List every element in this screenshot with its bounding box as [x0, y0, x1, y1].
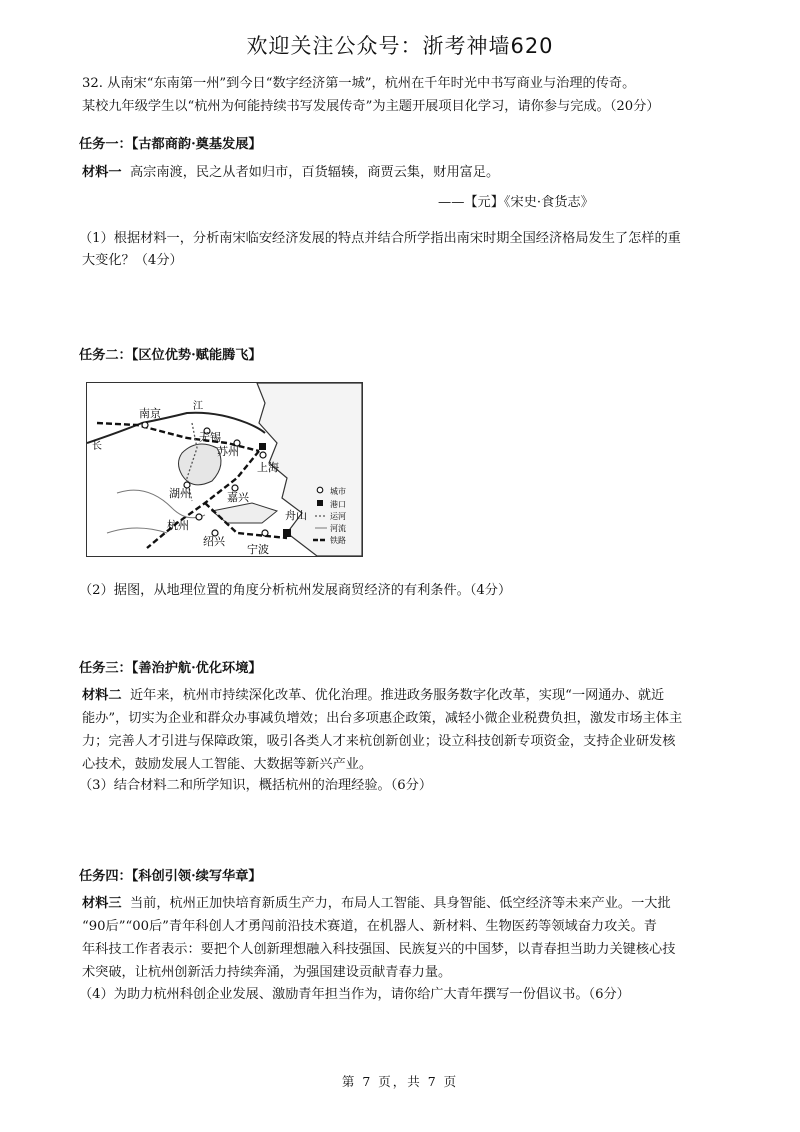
yangtze-river [87, 413, 265, 443]
task3-material-line-1 [82, 685, 722, 707]
task3-title: 任务三：【善治护航·优化环境】 [79, 661, 262, 676]
task4-title: 任务四：【科创引领·续写华章】 [79, 869, 262, 884]
city-marker-nanjing [142, 422, 148, 428]
legend-river-label: 河流 [330, 524, 346, 533]
map-label-wuxi: 无锡 [199, 431, 221, 444]
legend-railway-label: 铁路 [330, 536, 346, 545]
task1-source: ——【元】《宋史·食货志》 [438, 195, 594, 210]
task2-question: （2）据图，从地理位置的角度分析杭州发展商贸经济的有利条件。（4分） [79, 583, 512, 598]
legend-canal-label: 运河 [330, 512, 346, 521]
city-marker-hangzhou [196, 514, 202, 520]
task4-material-line-1 [82, 893, 722, 915]
task2-title: 任务二：【区位优势·赋能腾飞】 [79, 348, 262, 363]
map-label-huzhou: 湖州 [169, 487, 191, 500]
map-label-nanjing: 南京 [139, 407, 161, 420]
task3-question: （3）结合材料二和所学知识，概括杭州的治理经验。（6分） [79, 778, 433, 793]
region-map [86, 382, 363, 557]
map-label-chang: 长 [92, 441, 102, 452]
map-label-ningbo: 宁波 [247, 543, 269, 556]
question-intro-line-1: 32. 从南宋“东南第一州”到今日“数字经济第一城”，杭州在千年时光中书写商业与治理的传奇。 [82, 76, 636, 91]
task1-material-label: 材料一 [82, 165, 122, 180]
map-label-jiaxing: 嘉兴 [227, 491, 249, 504]
task4-material-line-3: 年科技工作者表示：要把个人创新理想融入科技强国、民族复兴的中国梦，以青春担当助力关键核心技 [82, 942, 676, 957]
legend-city-label: 城市 [330, 487, 346, 496]
city-marker-ningbo [262, 530, 268, 536]
legend-port-icon [317, 500, 323, 506]
map-label-jiang: 江 [193, 401, 203, 412]
map-label-zhoushan: 舟山 [285, 509, 307, 522]
task3-material-line-4: 心技术，鼓励发展人工智能、大数据等新兴产业。 [82, 757, 373, 772]
taihu-lake [179, 444, 222, 485]
map-label-shaoxing: 绍兴 [203, 535, 225, 548]
map-label-hangzhou: 杭州 [167, 519, 189, 532]
task3-material-label: 材料二 [82, 688, 122, 703]
task3-material-line-2: 能办”，切实为企业和群众办事减负增效；出台多项惠企政策，减轻小微企业税费负担，激发市场主体主 [82, 711, 683, 726]
task3-material-line-3: 力；完善人才引进与保障政策，吸引各类人才来杭创新创业；设立科技创新专项资金，支持企业研发核 [82, 734, 676, 749]
task1-material-text: 高宗南渡，民之从者如归市，百货辐辏，商贾云集，财用富足。 [129, 165, 500, 180]
map-label-shanghai: 上海 [257, 461, 279, 474]
task4-material-text-1: 当前，杭州正加快培育新质生产力，布局人工智能、具身智能、低空经济等未来产业。一大批 [129, 896, 671, 911]
task1-material [82, 162, 722, 184]
question-intro-line-2: 某校九年级学生以“杭州为何能持续书写发展传奇”为主题开展项目化学习，请你参与完成。（20分） [82, 99, 660, 114]
header-title: 欢迎关注公众号：浙考神墙620 [246, 34, 554, 58]
port-marker-shanghai [259, 443, 266, 450]
map-label-suzhou: 苏州 [217, 445, 239, 458]
legend-port-label: 港口 [330, 500, 346, 509]
task4-material-line-2: “90后”“00后”青年科创人才勇闯前沿技术赛道，在机器人、新材料、生物医药等领域奋力攻关。青 [82, 919, 657, 934]
task4-question: （4）为助力杭州科创企业发展、激励青年担当作为，请你给广大青年撰写一份倡议书。（6分） [79, 987, 630, 1002]
task4-material-label: 材料三 [82, 896, 122, 911]
task4-material-line-4: 术突破，让杭州创新活力持续奔涌，为强国建设贡献青春力量。 [82, 965, 452, 980]
page-footer: 第 7 页，共 7 页 [341, 1074, 459, 1089]
river-2 [107, 528, 167, 533]
port-marker-ningbo [283, 529, 291, 537]
task1-question-line-1: （1）根据材料一，分析南宋临安经济发展的特点并结合所学指出南宋时期全国经济格局发生了怎样的重 [79, 231, 681, 246]
task1-question-line-2: 大变化？（4分） [82, 253, 183, 268]
task3-material-text-1: 近年来，杭州市持续深化改革、优化治理。推进政务服务数字化改革，实现“一网通办、就近 [129, 688, 665, 703]
legend-city-icon [317, 487, 323, 493]
city-marker-shanghai [260, 452, 266, 458]
task1-title: 任务一：【古都商韵·奠基发展】 [79, 137, 262, 152]
